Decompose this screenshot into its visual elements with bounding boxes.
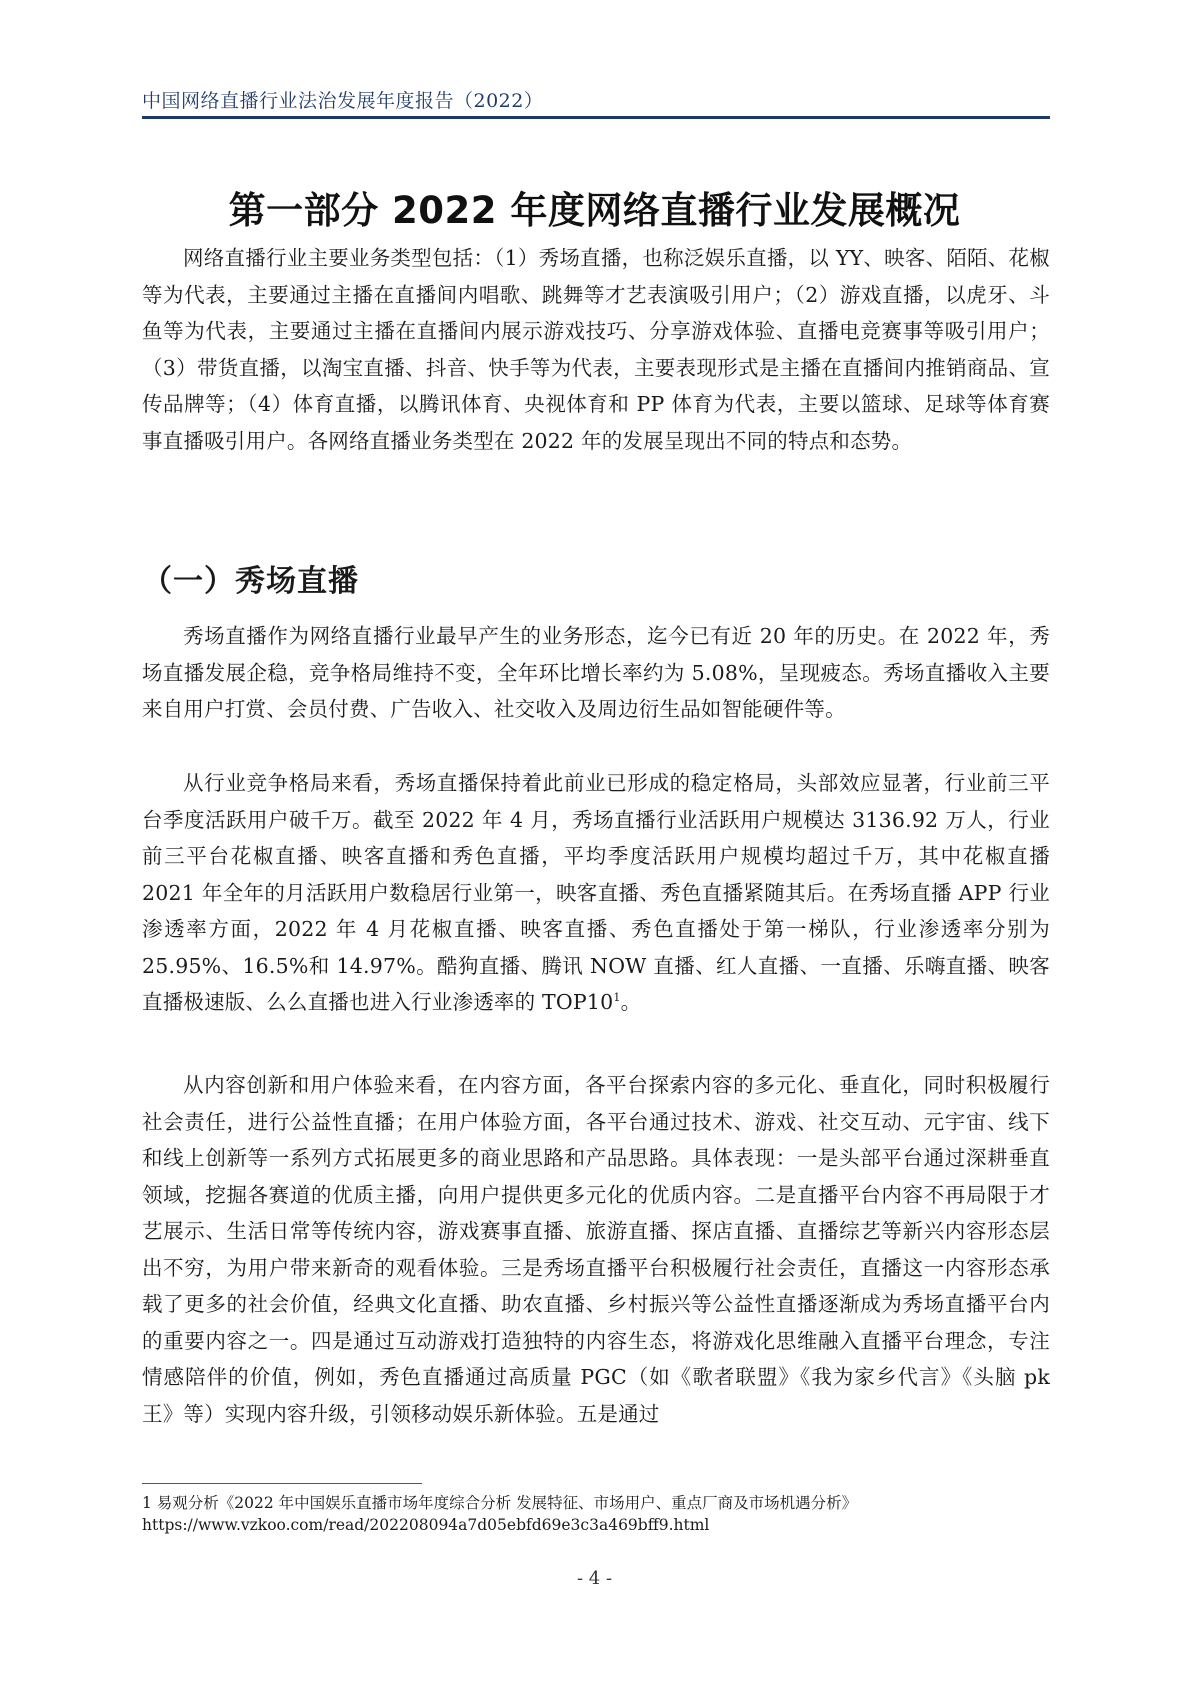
intro-paragraph: 网络直播行业主要业务类型包括：（1）秀场直播，也称泛娱乐直播，以 YY、映客、陌陌、花椒等为代表，主要通过主播在直播间内唱歌、跳舞等才艺表演吸引用户；（2）游戏直播，以虎牙、斗鱼等为代表，主要通过主播在直播间内展示游戏技巧、分享游戏体验、直播电竞赛事等吸引用户；（3）带货直播，以淘宝直播、抖音、快手等为代表，主要表现形式是主播在直播间内推销商品、宣传品牌等；（4）体育直播，以腾讯体育、央视体育和 PP 体育为代表，主要以篮球、足球等体育赛事直播吸引用户。各网络直播业务类型在 2022 年的发展呈现出不同的特点和态势。 bbox=[142, 246, 1050, 453]
footnote-reference[interactable]: 1 bbox=[613, 991, 621, 1005]
chapter-title: 第一部分 2022 年度网络直播行业发展概况 bbox=[228, 188, 961, 232]
running-header: 中国网络直播行业法治发展年度报告（2022） bbox=[142, 90, 544, 112]
section-heading: （一）秀场直播 bbox=[142, 564, 359, 599]
footnote bbox=[142, 1492, 1050, 1536]
paragraph-2-text: 从行业竞争格局来看，秀场直播保持着此前业已形成的稳定格局，头部效应显著，行业前三平台季度活跃用户破千万。截至 2022 年 4 月，秀场直播行业活跃用户规模达 3136.92 万人，行业前三平台花椒直播、映客直播和秀色直播，平均季度活跃用户规模均超过千万，其中花椒直播 2021 年全年的月活跃用户数稳居行业第一，映客直播、秀色直播紧随其后。在秀场直播 APP 行业渗透率方面，2022 年 4 月花椒直播、映客直播、秀色直播处于第一梯队，行业渗透率分别为 25.95%、16.5%和 14.97%。酷狗直播、腾讯 NOW 直播、红人直播、一直播、乐嗨直播、映客直播极速版、么么直播也进入行业渗透率的 TOP10 bbox=[142, 771, 1050, 1014]
header-rule bbox=[142, 116, 1050, 119]
footnote-link[interactable]: https://www.vzkoo.com/read/202208094a7d05ebfd69e3c3a469bff9.html bbox=[142, 1516, 710, 1534]
section-paragraph-2 bbox=[142, 765, 1050, 1021]
paragraph-2-end: 。 bbox=[620, 990, 642, 1014]
footnote-citation: 1 易观分析《2022 年中国娱乐直播市场年度综合分析 发展特征、市场用户、重点厂商及市场机遇分析》 bbox=[142, 1494, 858, 1512]
page-number: - 4 - bbox=[576, 1568, 613, 1589]
footnote-rule bbox=[142, 1483, 422, 1484]
section-paragraph-3: 从内容创新和用户体验来看，在内容方面，各平台探索内容的多元化、垂直化，同时积极履行社会责任，进行公益性直播；在用户体验方面，各平台通过技术、游戏、社交互动、元宇宙、线下和线上创新等一系列方式拓展更多的商业思路和产品思路。具体表现：一是头部平台通过深耕垂直领域，挖掘各赛道的优质主播，向用户提供更多元化的优质内容。二是直播平台内容不再局限于才艺展示、生活日常等传统内容，游戏赛事直播、旅游直播、探店直播、直播综艺等新兴内容形态层出不穷，为用户带来新奇的观看体验。三是秀场直播平台积极履行社会责任，直播这一内容形态承载了更多的社会价值，经典文化直播、助农直播、乡村振兴等公益性直播逐渐成为秀场直播平台内的重要内容之一。四是通过互动游戏打造独特的内容生态，将游戏化思维融入直播平台理念，专注情感陪伴的价值，例如，秀色直播通过高质量 PGC（如《歌者联盟》《我为家乡代言》《头脑 pk 王》等）实现内容升级，引领移动娱乐新体验。五是通过 bbox=[142, 1073, 1050, 1426]
section-paragraph-1: 秀场直播作为网络直播行业最早产生的业务形态，迄今已有近 20 年的历史。在 2022 年，秀场直播发展企稳，竞争格局维持不变，全年环比增长率约为 5.08%，呈现疲态。秀场直播收入主要来自用户打赏、会员付费、广告收入、社交收入及周边衍生品如智能硬件等。 bbox=[142, 624, 1050, 721]
